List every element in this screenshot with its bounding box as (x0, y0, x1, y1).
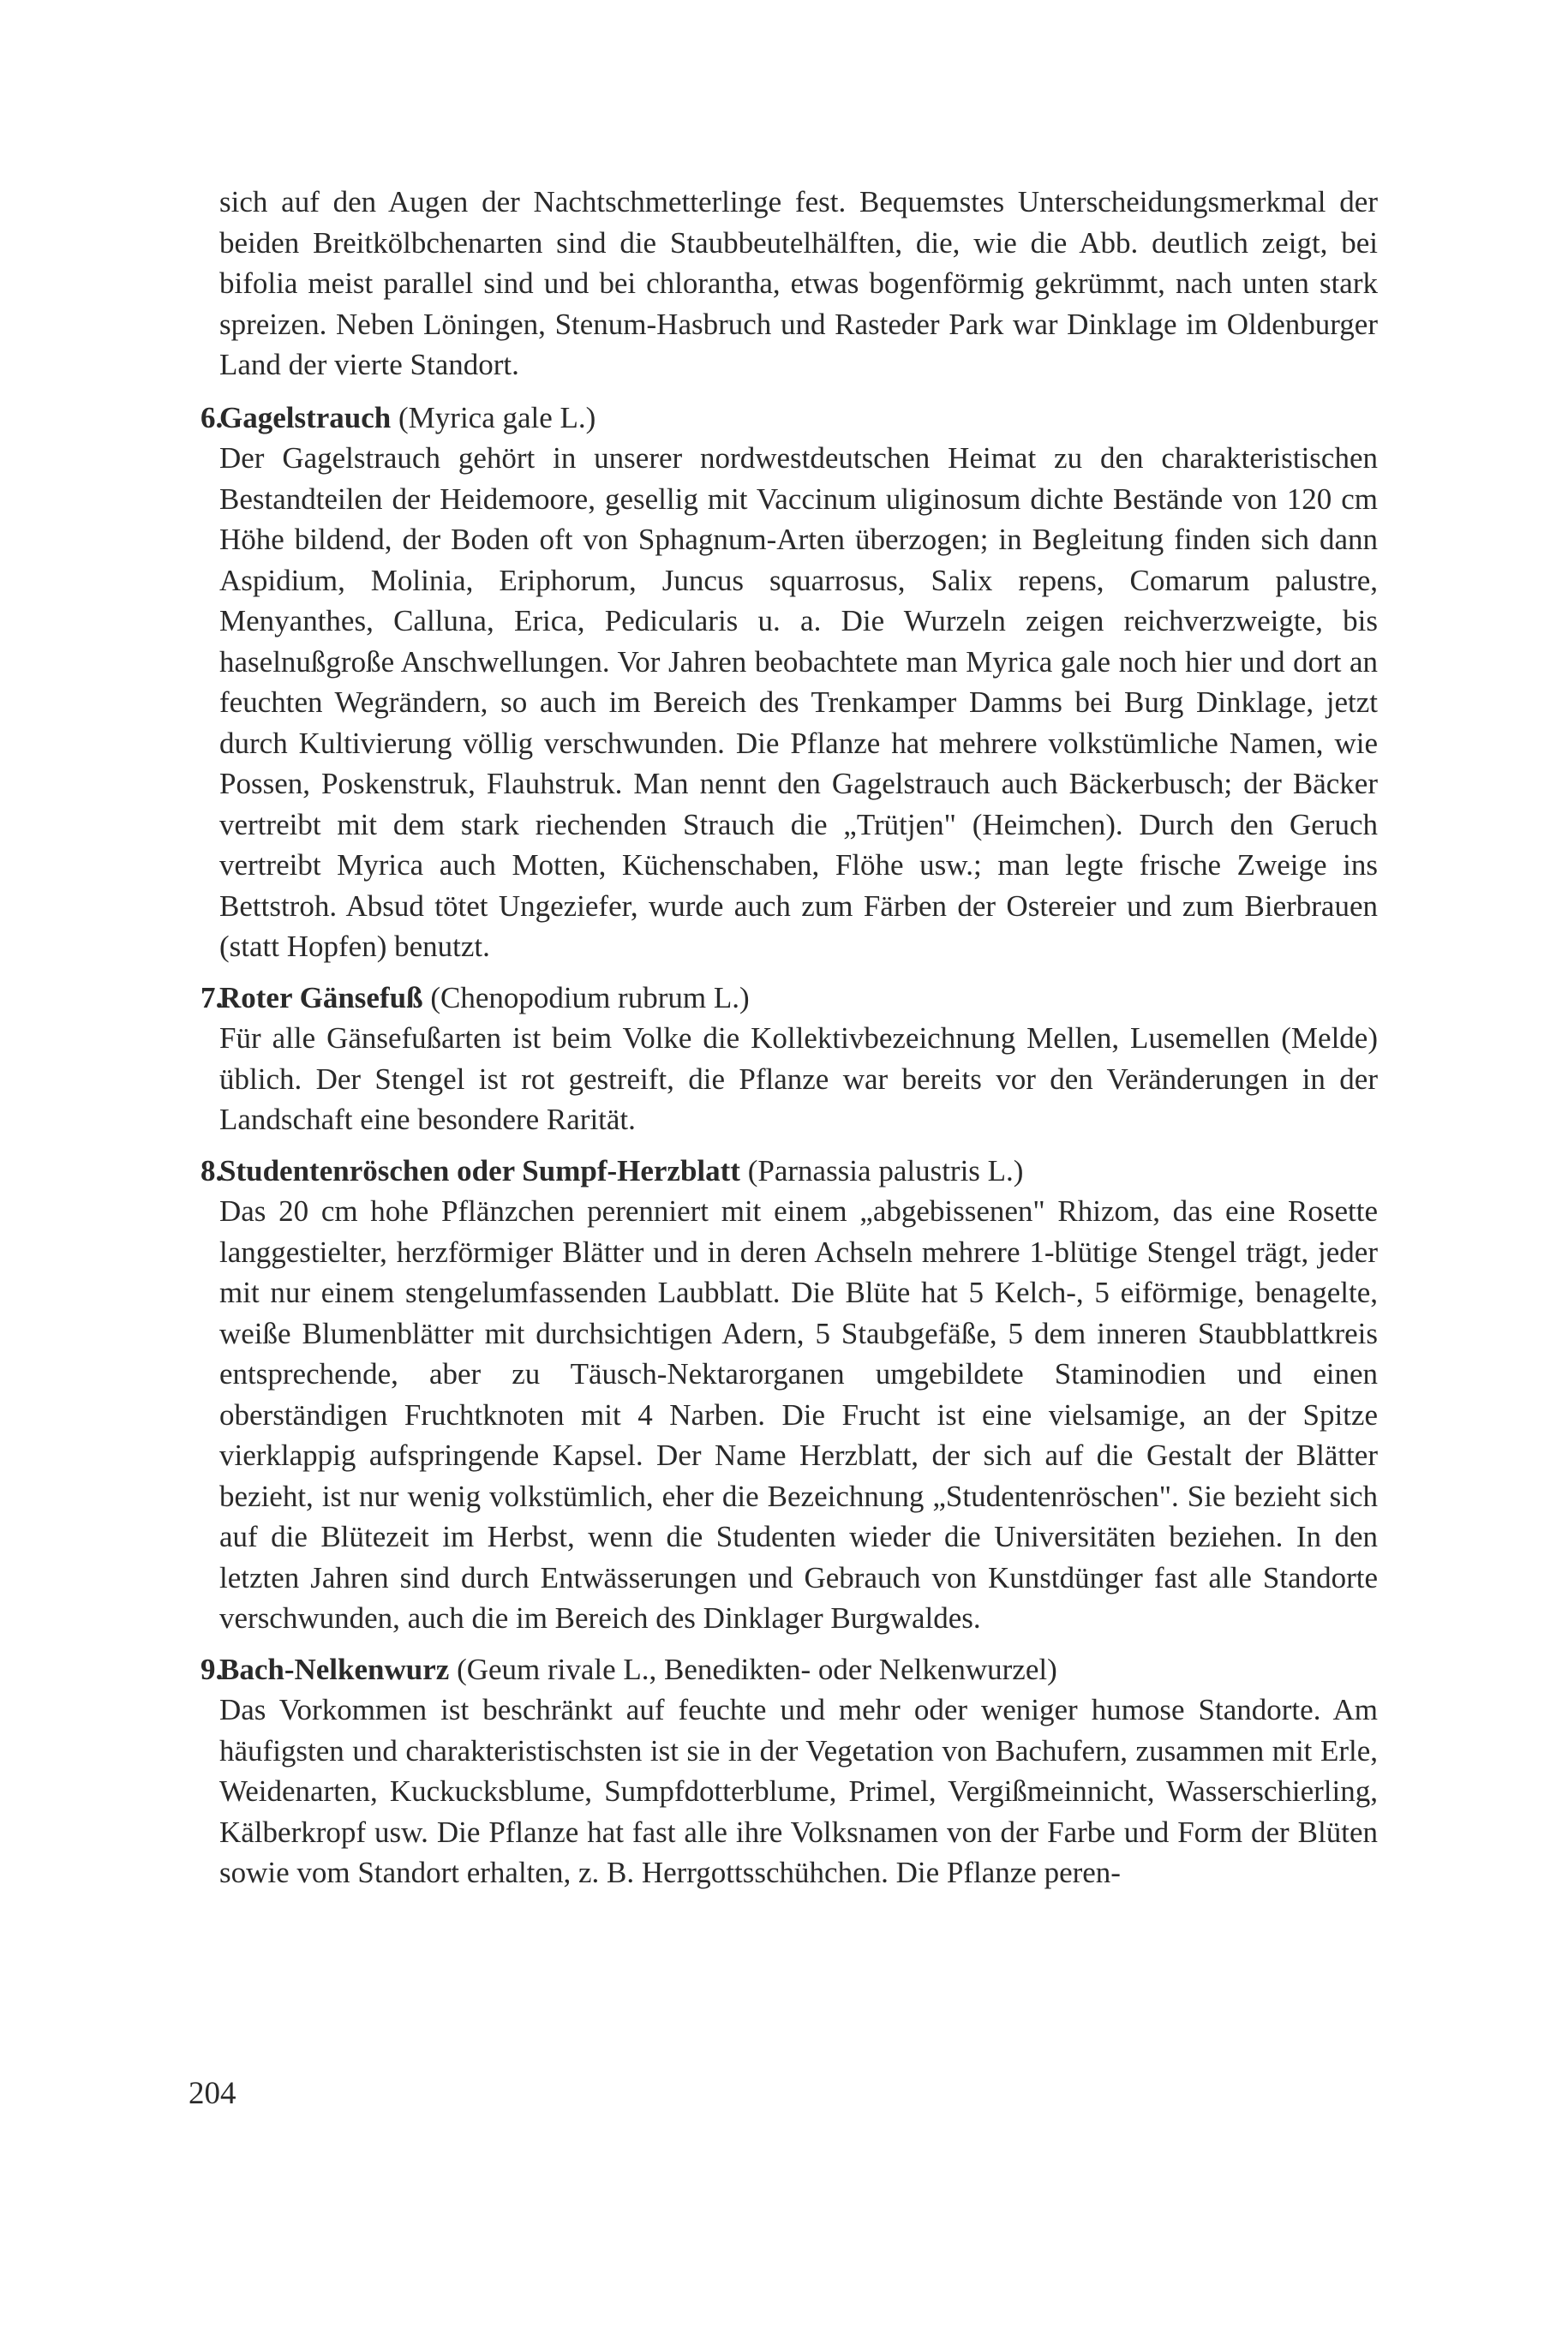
entry-number: 7. (200, 980, 224, 1014)
entry-title: Studentenröschen oder Sumpf-Herzblatt (219, 1153, 740, 1187)
page-content (200, 182, 1378, 1893)
entry-studentenroeschen (200, 1151, 1378, 1639)
entry-heading (200, 398, 1378, 439)
intro-paragraph: sich auf den Augen der Nachtschmetterlinge fest. Bequemstes Unterscheidungsmerkmal der beiden Breitkölbchenarten sind die Staubbeutelhälften, die, wie die Abb. deutlich zeigt, bei bifolia meist parallel sind und bei chlorantha, etwas bogenförmig gekrümmt, nach unten stark spreizen. Neben Löningen, Stenum-Hasbruch und Rasteder Park war Dinklage im Oldenburger Land der vierte Standort. (219, 185, 1378, 381)
entry-number: 8. (200, 1153, 224, 1187)
page-number: 204 (189, 2076, 236, 2111)
entry-number: 9. (200, 1652, 224, 1686)
entry-gagelstrauch (200, 398, 1378, 967)
entry-number: 6. (200, 400, 224, 434)
entry-subtitle: (Parnassia palustris L.) (747, 1153, 1024, 1187)
entry-title: Bach-Nelkenwurz (219, 1652, 450, 1686)
entry-heading (200, 978, 1378, 1019)
entry-body: Das Vorkommen ist beschränkt auf feuchte und mehr oder weniger humose Standorte. Am häufigsten und charakteristischsten ist sie in der Vegetation von Bachufern, zusammen mit Erle, Weidenarten, Kuckucksblume, Sumpfdotterblume, Primel, Vergißmeinnicht, Wasserschierling, Kälberkropf usw. Die Pflanze hat fast alle ihre Volksnamen von der Farbe und Form der Blüten sowie vom Standort erhalten, z. B. Herrgottsschühchen. Die Pflanze peren- (219, 1693, 1378, 1889)
entry-heading (200, 1649, 1378, 1690)
entry-bach-nelkenwurz (200, 1649, 1378, 1893)
entry-body: Das 20 cm hohe Pflänzchen perenniert mit einem „abgebissenen" Rhizom, das eine Rosette langgestielter, herzförmiger Blätter und in deren Achseln mehrere 1-blütige Stengel trägt, jeder mit nur einem stengelumfassenden Laubblatt. Die Blüte hat 5 Kelch-, 5 eiförmige, benagelte, weiße Blumenblätter mit durchsichtigen Adern, 5 Staubgefäße, 5 dem inneren Staubblattkreis entsprechende, aber zu Täusch-Nektarorganen umgebildete Staminodien und einen oberständigen Fruchtknoten mit 4 Narben. Die Frucht ist eine vielsamige, an der Spitze vierklappig aufspringende Kapsel. Der Name Herzblatt, der sich auf die Gestalt der Blätter bezieht, ist nur wenig volkstümlich, eher die Bezeichnung „Studentenröschen". Sie bezieht sich auf die Blütezeit im Herbst, wenn die Studenten wieder die Universitäten beziehen. In den letzten Jahren sind durch Entwässerungen und Gebrauch von Kunstdünger fast alle Standorte verschwunden, auch die im Bereich des Dinklager Burgwaldes. (219, 1194, 1378, 1635)
entry-roter-gaensefuss (200, 978, 1378, 1140)
entry-subtitle: (Myrica gale L.) (398, 400, 596, 434)
entry-title: Gagelstrauch (219, 400, 392, 434)
entry-body: Der Gagelstrauch gehört in unserer nordwestdeutschen Heimat zu den charakteristischen Bestandteilen der Heidemoore, gesellig mit Vaccinum uliginosum dichte Bestände von 120 cm Höhe bildend, der Boden oft von Sphagnum-Arten überzogen; in Begleitung finden sich dann Aspidium, Molinia, Eriphorum, Juncus squarrosus, Salix repens, Comarum palustre, Menyanthes, Calluna, Erica, Pedicularis u. a. Die Wurzeln zeigen reichverzweigte, bis haselnußgroße Anschwellungen. Vor Jahren beobachtete man Myrica gale noch hier und dort an feuchten Wegrändern, so auch im Bereich des Trenkamper Damms bei Burg Dinklage, jetzt durch Kultivierung völlig verschwunden. Die Pflanze hat mehrere volkstümliche Namen, wie Possen, Poskenstruk, Flauhstruk. Man nennt den Gagelstrauch auch Bäckerbusch; der Bäcker vertreibt mit dem stark riechenden Strauch die „Trütjen" (Heimchen). Durch den Geruch vertreibt Myrica auch Motten, Küchenschaben, Flöhe usw.; man legte frische Zweige ins Bettstroh. Absud tötet Ungeziefer, wurde auch zum Färben der Ostereier und zum Bierbrauen (statt Hopfen) benutzt. (219, 441, 1378, 963)
entry-subtitle: (Geum rivale L., Benedikten- oder Nelkenwurzel) (457, 1652, 1057, 1686)
entry-heading (200, 1151, 1378, 1192)
entry-body: Für alle Gänsefußarten ist beim Volke die Kollektivbezeichnung Mellen, Lusemellen (Melde) üblich. Der Stengel ist rot gestreift, die Pflanze war bereits vor den Veränderungen in der Landschaft eine besondere Rarität. (219, 1021, 1378, 1136)
entry-subtitle: (Chenopodium rubrum L.) (430, 980, 750, 1014)
entry-title: Roter Gänsefuß (219, 980, 423, 1014)
